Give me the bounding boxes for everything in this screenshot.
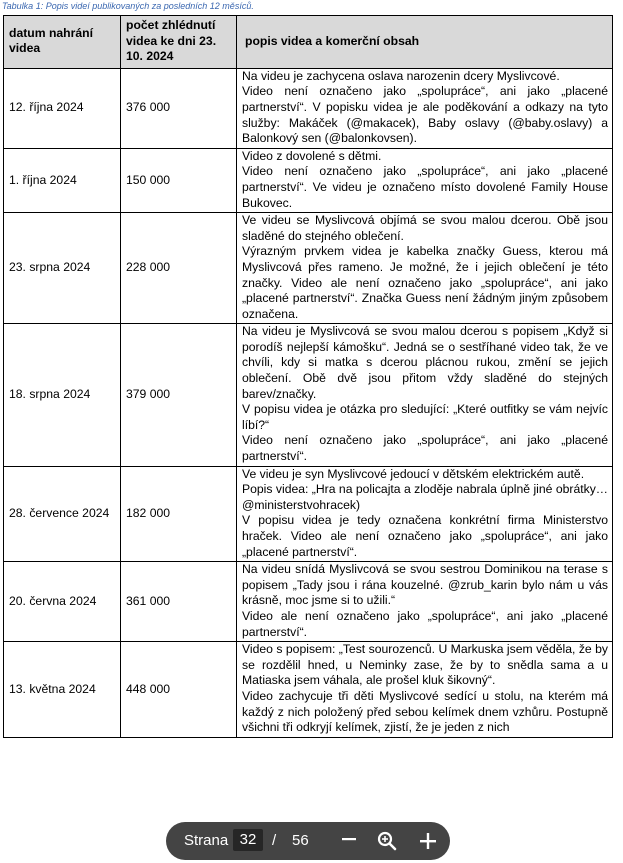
description-paragraph: Video není označeno jako „spolupráce“, ani jako „placené partnerství“. bbox=[242, 433, 608, 464]
description-paragraph: V popisu videa je tedy označena konkrétní firma Ministerstvo hraček. Video ale není označeno jako „spolupráce“, ani jako „placené partnerství“. bbox=[242, 513, 608, 559]
page-number-input[interactable]: 32 bbox=[233, 829, 263, 851]
zoom-in-button[interactable] bbox=[419, 826, 437, 863]
table-row bbox=[4, 562, 613, 642]
plus-icon bbox=[419, 826, 437, 856]
page-label: Strana bbox=[184, 832, 229, 849]
cell-views: 361 000 bbox=[121, 562, 237, 642]
description-paragraph: Na videu snídá Myslivcová se svou sestrou Dominikou na terase s popisem „Tady jsou i rána kouzelné. @zrub_karin bylo nám u vás krásně, moc jsme si to užili.“ bbox=[242, 562, 608, 608]
cell-description bbox=[237, 68, 613, 148]
zoom-out-button[interactable] bbox=[341, 829, 357, 855]
cell-views: 228 000 bbox=[121, 213, 237, 324]
description-paragraph: Video ale není označeno jako „spolupráce“, ani jako „placené partnerství“. bbox=[242, 608, 608, 639]
description-paragraph: Ve videu je syn Myslivcové jedoucí v dětském elektrickém autě. bbox=[242, 466, 585, 481]
cell-date: 12. října 2024 bbox=[4, 68, 121, 148]
cell-date: 28. července 2024 bbox=[4, 466, 121, 562]
header-date: datum nahrání videa bbox=[4, 16, 121, 69]
minus-icon bbox=[341, 829, 357, 849]
cell-date: 23. srpna 2024 bbox=[4, 213, 121, 324]
cell-description bbox=[237, 562, 613, 642]
cell-views: 182 000 bbox=[121, 466, 237, 562]
magnifier-icon bbox=[377, 831, 397, 851]
cell-description bbox=[237, 466, 613, 562]
table-row bbox=[4, 466, 613, 562]
table-row bbox=[4, 148, 613, 212]
description-paragraph: Na videu je Myslivcová se svou malou dcerou s popisem „Když si porodíš nejlepší kámošku“. Jedná se o sestříhané video tak, že ve chvíli, kdy si matka s dcerou plácnou rukou, změní se jejich oblečení. Obě dvě jsou přitom vždy sladěné do stejných barev/značky. bbox=[242, 324, 608, 401]
description-paragraph: Video není označeno jako „spolupráce“, ani jako „placené partnerství“. Ve videu je označeno místo dovolené Family House Bukovec. bbox=[242, 164, 608, 210]
description-paragraph: V popisu videa je otázka pro sledující: „Které outfitky se vám nejvíc líbí?“ bbox=[242, 402, 608, 432]
header-views: počet zhlédnutí videa ke dni 23. 10. 2024 bbox=[121, 16, 237, 69]
table-row bbox=[4, 324, 613, 466]
table-header-row bbox=[4, 16, 613, 69]
cell-date: 18. srpna 2024 bbox=[4, 324, 121, 466]
cell-views: 376 000 bbox=[121, 68, 237, 148]
cell-views: 448 000 bbox=[121, 642, 237, 738]
description-paragraph: Video z dovolené s dětmi. bbox=[242, 148, 382, 163]
table-caption: Tabulka 1: Popis videí publikovaných za posledních 12 měsíců. bbox=[2, 1, 254, 11]
zoom-button[interactable] bbox=[377, 831, 397, 851]
table-row bbox=[4, 213, 613, 324]
description-paragraph: Video zachycuje tři děti Myslivcové sedící u stolu, na kterém má každý z nich položený před sebou kelímek dnem vzhůru. Postupně všichni tři odkryjí kelímek, zjistí, že je jeden z nich bbox=[242, 688, 608, 735]
description-paragraph: Popis videa: „Hra na policajta a zloděje nabrala úplně jiné obrátky…@ministerstvohracek) bbox=[242, 482, 608, 512]
cell-description bbox=[237, 213, 613, 324]
description-paragraph: Na videu je zachycena oslava narozenin dcery Myslivcové. bbox=[242, 68, 560, 83]
video-table bbox=[3, 15, 613, 738]
description-paragraph: Výrazným prvkem videa je kabelka značky Guess, kterou má Myslivcová přes rameno. Je možné, že i jejich oblečení je této značky. Video ale není označeno jako „spolupráce“, ani jako „placené partnerství“. Značka Guess není žádným jiným způsobem označena. bbox=[242, 244, 608, 321]
cell-date: 20. června 2024 bbox=[4, 562, 121, 642]
cell-description bbox=[237, 324, 613, 466]
cell-views: 379 000 bbox=[121, 324, 237, 466]
description-paragraph: Video s popisem: „Test sourozenců. U Markuska jsem věděla, že by se rozdělil hned, u Neminky zase, že by to snědla sama a u Matiaska jsem váhala, ale prošel kluk šikovný“. bbox=[242, 642, 608, 688]
cell-description bbox=[237, 148, 613, 212]
page-total: 56 bbox=[292, 832, 309, 849]
cell-description bbox=[237, 642, 613, 738]
cell-views: 150 000 bbox=[121, 148, 237, 212]
table-row bbox=[4, 642, 613, 738]
page-navigation-toolbar bbox=[166, 822, 450, 860]
header-description: popis videa a komerční obsah bbox=[237, 16, 613, 69]
description-paragraph: Video není označeno jako „spolupráce“, ani jako „placené partnerství“. V popisku videa je ale poděkování a odkazy na tyto služby: Makáček (@makacek), Baby oslavy (@baby.oslavy) a Balonkový sen (@balonkovsen). bbox=[242, 84, 608, 146]
table-row bbox=[4, 68, 613, 148]
page-separator: / bbox=[272, 832, 277, 849]
cell-date: 13. května 2024 bbox=[4, 642, 121, 738]
description-paragraph: Ve videu se Myslivcová objímá se svou malou dcerou. Obě jsou sladěné do stejného oblečení. bbox=[242, 213, 608, 243]
cell-date: 1. října 2024 bbox=[4, 148, 121, 212]
